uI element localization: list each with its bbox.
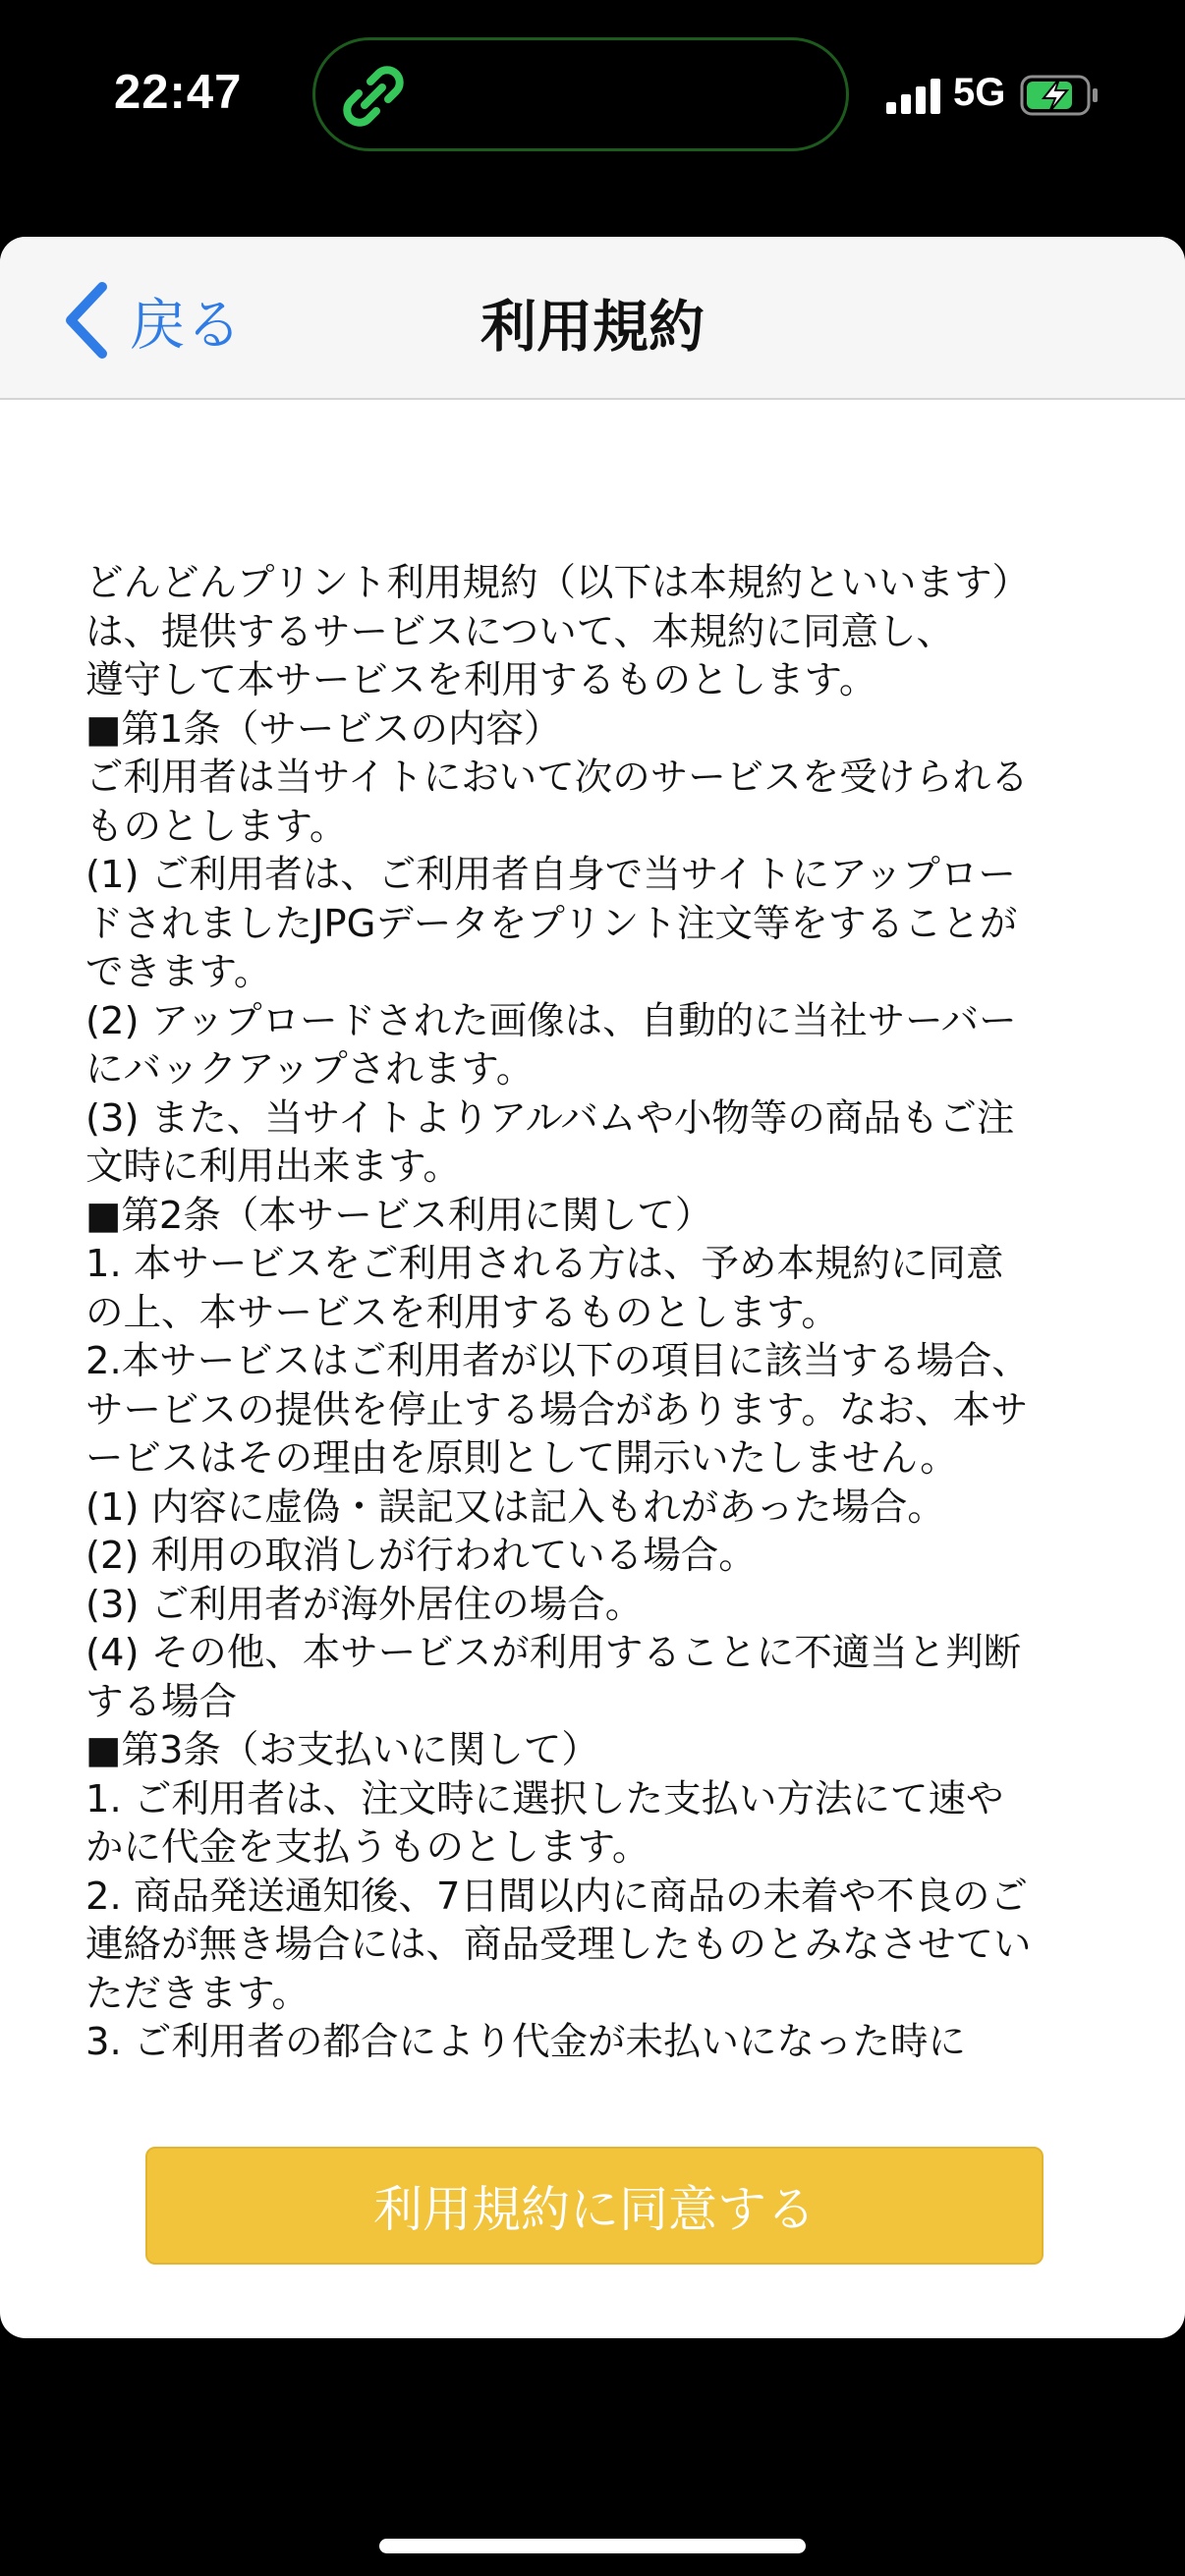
terms-line: 1. 本サービスをご利用される方は、予め本規約に同意 [85, 1242, 1004, 1286]
terms-line: サービスの提供を停止する場合があります。なお、本サ [85, 1387, 1029, 1432]
agree-terms-button[interactable]: 利用規約に同意する [145, 2147, 1044, 2265]
terms-line: できます。 [85, 950, 272, 994]
terms-line: する場合 [85, 1679, 238, 1724]
section-heading: ■第2条（本サービス利用に関して） [85, 1193, 713, 1238]
terms-line: 文時に利用出来ます。 [85, 1145, 461, 1189]
section-heading: ■第1条（サービスの内容） [85, 706, 562, 752]
section-heading: ■第3条（お支払いに関して） [85, 1728, 599, 1772]
terms-text[interactable] [85, 559, 1117, 2062]
back-button[interactable] [59, 276, 242, 364]
chevron-left-icon [59, 279, 114, 362]
terms-line: (2) 利用の取消しが行われている場合。 [85, 1534, 757, 1578]
back-label: 戻る [130, 293, 242, 358]
battery-charging-icon [1020, 75, 1100, 116]
terms-line: 3. ご利用者の都合により代金が未払いになった時に [85, 2020, 966, 2062]
terms-line: (3) ご利用者が海外居住の場合。 [85, 1582, 644, 1627]
cellular-signal-icon [886, 79, 941, 114]
terms-line: (1) ご利用者は、ご利用者自身で当サイトにアップロー [85, 853, 1016, 897]
terms-line: 2.本サービスはご利用者が以下の項目に該当する場合、 [85, 1339, 1030, 1383]
terms-line: は、提供するサービスについて、本規約に同意し、 [85, 609, 954, 654]
terms-sheet [0, 237, 1185, 2338]
terms-line: ービスはその理由を原則として開示いたしません。 [85, 1436, 958, 1481]
network-type-label: 5G [953, 71, 1006, 114]
link-icon [341, 64, 406, 129]
status-time: 22:47 [114, 66, 243, 119]
terms-line: (4) その他、本サービスが利用することに不適当と判断 [85, 1631, 1022, 1675]
terms-line: 遵守して本サービスを利用するものとします。 [85, 658, 877, 702]
terms-line: (3) また、当サイトよりアルバムや小物等の商品もご注 [85, 1095, 1015, 1141]
home-indicator[interactable] [379, 2539, 806, 2553]
terms-line: ご利用者は当サイトにおいて次のサービスを受けられる [85, 756, 1029, 800]
terms-line: (1) 内容に虚偽・誤記又は記入もれがあった場合。 [85, 1484, 945, 1530]
terms-line: ものとします。 [85, 804, 348, 849]
dynamic-island [312, 37, 849, 151]
terms-line: にバックアップされます。 [85, 1047, 535, 1092]
terms-line: (2) アップロードされた画像は、自動的に当社サーバー [85, 998, 1017, 1043]
terms-line: ただきます。 [85, 1971, 310, 2016]
terms-line: ドされましたJPGデータをプリント注文等をすることが [85, 901, 1018, 946]
page-title: 利用規約 [480, 295, 705, 360]
terms-line: 2. 商品発送通知後、7日間以内に商品の未着や不良のご [85, 1874, 1028, 1919]
terms-line: 連絡が無き場合には、商品受理したものとみなさせてい [85, 1923, 1032, 1967]
terms-line: どんどんプリント利用規約（以下は本規約といいます） [85, 561, 1030, 605]
terms-line: かに代金を支払うものとします。 [85, 1825, 650, 1870]
navigation-bar [0, 237, 1185, 400]
terms-line: 1. ご利用者は、注文時に選択した支払い方法にて速や [85, 1776, 1004, 1821]
terms-line: の上、本サービスを利用するものとします。 [85, 1290, 839, 1335]
status-bar [0, 0, 1185, 196]
